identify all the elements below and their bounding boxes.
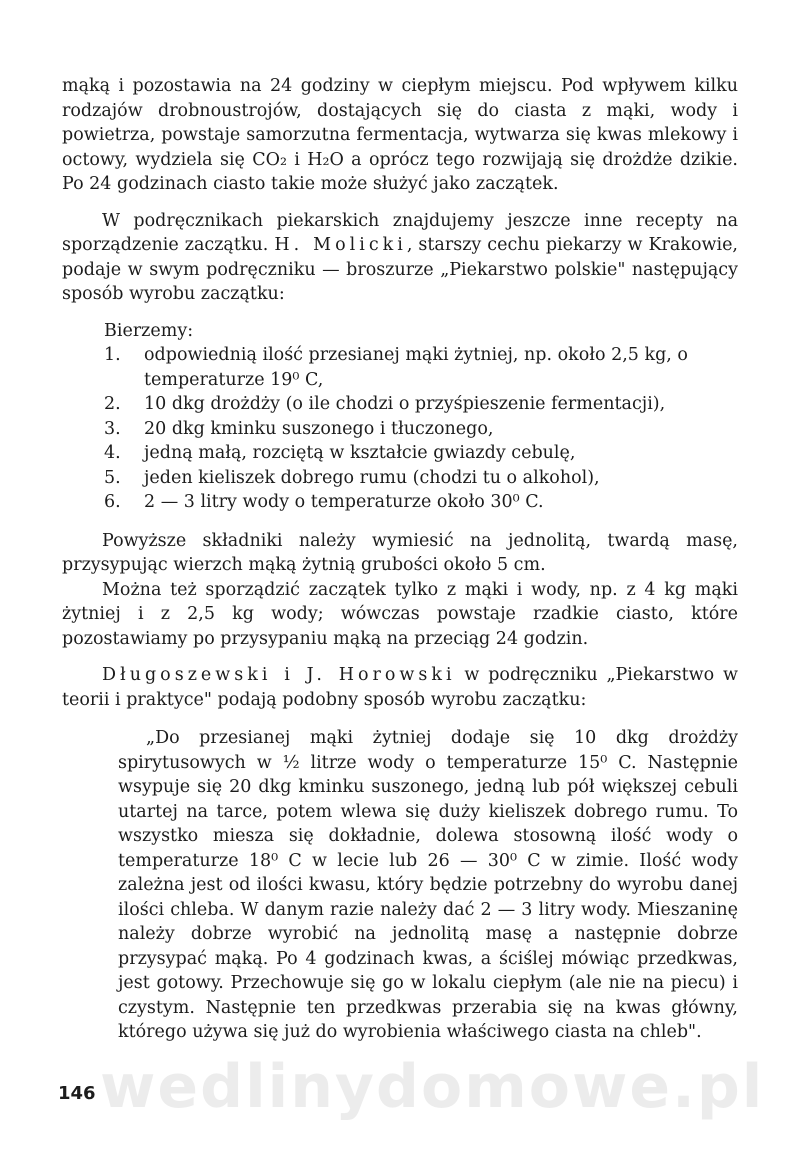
list-item: [104, 490, 738, 515]
list-item-text: 2 — 3 litry wody o temperaturze około 30⁰ C.: [144, 492, 544, 512]
paragraph-4: Można też sporządzić zaczątek tylko z mąki i wody, np. z 4 kg mąki żytniej i z 2,5 kg wody; wówczas powstaje rzadkie ciasto, które pozostawiamy po przysypaniu mąką na przeciąg 24 godzin.: [62, 579, 738, 649]
document-body: [62, 74, 738, 1045]
list-item-text: 20 dkg kminku suszonego i tłuczonego,: [144, 418, 494, 439]
list-item-number: 4.: [104, 443, 121, 463]
list-item-number: 5.: [104, 467, 121, 488]
paragraph-3: Powyższe składniki należy wymiesić na jednolitą, twardą masę, przysypując wierzch mąką żytnią grubości około 5 cm.: [62, 530, 738, 575]
list-item-number: 1.: [104, 345, 121, 365]
author-names: Długoszewski i J. Horowski: [102, 665, 456, 685]
paragraph-2: [62, 209, 738, 307]
list-item: [104, 392, 738, 417]
quote-text: „Do przesianej mąki żytniej dodaje się 10 dkg drożdży spirytusowych w ½ litrze wody o temperaturze 15⁰ C. Następnie wsypuje się 20 dkg kminku suszonego, jedną lub pół większej cebuli utartej na tarce, potem wlewa się duży kieliszek dobrego rumu. To wszystko miesza się dokładnie, dolewa stosowną ilość wody o temperaturze 18⁰ C w lecie lub 26 — 30⁰ C w zimie. Ilość wody zależna jest od ilości kwasu, który będzie potrzebny do wyrobu danej ilości chleba. W danym razie należy dać 2 — 3 litry wody. Mieszaninę należy dobrze wyrobić na jednolitą masę a następnie dobrze przysypać mąką. Po 4 godzinach kwas, a ściślej mówiąc przedkwas, jest gotowy. Przechowuje się go w lokalu ciepłym (ale nie na piecu) i czystym. Następnie ten przedkwas przerabia się na kwas główny, którego używa się już do wyrobienia właściwego ciasta na chleb".: [118, 728, 738, 1042]
paragraph-2-end: , starszy cechu piekarzy w Krakowie, podaje w swym podręczniku — broszurze „Piekarstwo polskie" następujący sposób wyrobu zaczątku:: [62, 235, 738, 304]
list-item-text: jedną małą, rozciętą w kształcie gwiazdy cebulę,: [144, 443, 576, 463]
page-number: 146: [58, 1083, 96, 1104]
block-quote: [118, 726, 738, 1045]
list-item-number: 2.: [104, 394, 121, 414]
paragraph-5-end: w podręczniku „Piekarstwo w teorii i praktyce" podają podobny sposób wyrobu zaczątku:: [62, 665, 738, 710]
list-item-number: 6.: [104, 492, 121, 512]
list-item: [104, 417, 738, 442]
paragraph-5: [62, 663, 738, 712]
ingredient-list: [104, 319, 738, 515]
watermark: wedlinydomowe.pl: [100, 1052, 765, 1122]
paragraph-1: mąką i pozostawia na 24 godziny w ciepłym miejscu. Pod wpływem kilku rodzajów drobnoustrojów, dostających się do ciasta z mąki, wody i powietrza, powstaje samorzutna fermentacja, wytwarza się kwas mlekowy i octowy, wydziela się CO₂ i H₂O a oprócz tego rozwijają się drożdże dzikie. Po 24 godzinach ciasto takie może służyć jako zaczątek.: [62, 76, 738, 194]
author-name-molicki: H. Molicki: [274, 235, 407, 255]
list-item: [104, 343, 738, 392]
list-item: [104, 441, 738, 466]
list-item-number: 3.: [104, 418, 121, 439]
paragraph-2-start: W podręcznikach piekarskich znajdujemy jeszcze inne recepty na sporządzenie zaczątku.: [62, 210, 738, 255]
list-item: [104, 466, 738, 491]
list-item-text: odpowiednią ilość przesianej mąki żytniej, np. około 2,5 kg, o temperaturze 19⁰ C,: [144, 345, 688, 390]
list-item-text: 10 dkg drożdży (o ile chodzi o przyśpieszenie fermentacji),: [144, 394, 666, 414]
list-item-text: jeden kieliszek dobrego rumu (chodzi tu o alkohol),: [144, 467, 600, 488]
list-heading: Bierzemy:: [104, 320, 194, 341]
